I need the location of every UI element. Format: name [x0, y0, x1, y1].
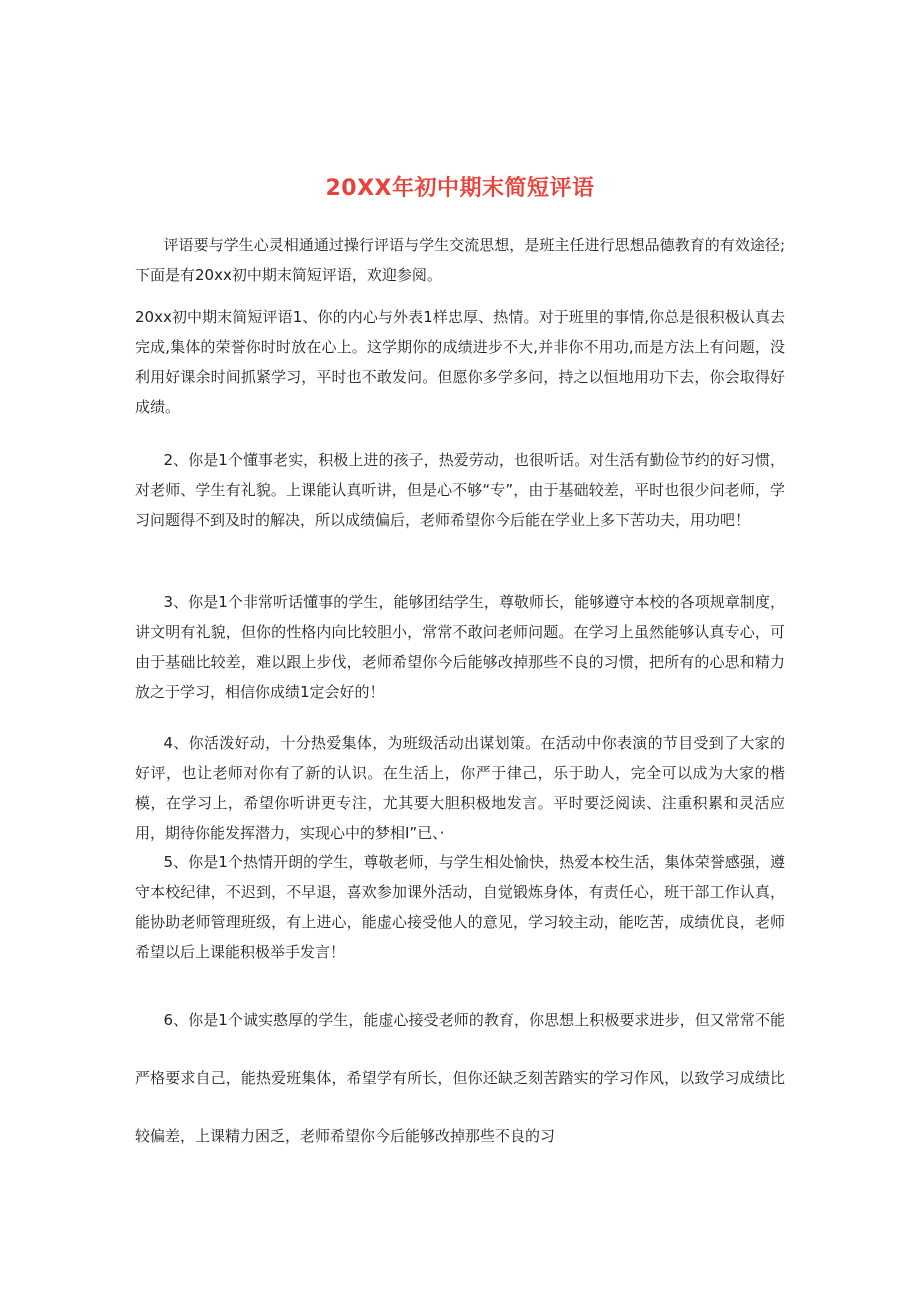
comment-paragraph-4: 4、你活泼好动，十分热爱集体，为班级活动出谋划策。在活动中你表演的节目受到了大家的好评，也让老师对你有了新的认识。在生活上，你严于律己，乐于助人，完全可以成为大家的楷模，在学习上，希望你听讲更专注，尤其要大胆积极地发言。平时要泛阅读、注重积累和灵活应用，期待你能发挥潜力，实现心中的梦相I”已、·	[135, 734, 785, 842]
intro-paragraph: 评语要与学生心灵相通通过操行评语与学生交流思想，是班主任进行思想品德教育的有效途径;下面是有20xx初中期末简短评语，欢迎参阅。	[135, 236, 785, 284]
page-title: 20XX年初中期末简短评语	[325, 175, 595, 201]
comment-paragraph-2: 2、你是1个懂事老实，积极上进的孩子，热爱劳动，也很听话。对生活有勤俭节约的好习惯，对老师、学生有礼貌。上课能认真听讲，但是心不够“专”，由于基础较差，平时也很少问老师，学习问题得不到及时的解决，所以成绩偏后，老师希望你今后能在学业上多下苦功夫，用功吧！	[135, 451, 785, 529]
comment-paragraph-1: 20xx初中期末简短评语1、你的内心与外表1样忠厚、热情。对于班里的事情,你总是很积极认真去完成,集体的荣誉你时时放在心上。这学期你的成绩进步不大,并非你不用功,而是方法上有问题，没利用好课余时间抓紧学习，平时也不敢发问。但愿你多学多问，持之以恒地用功下去，你会取得好成绩。	[135, 308, 785, 416]
comment-paragraph-5: 5、你是1个热情开朗的学生，尊敬老师，与学生相处愉快，热爱本校生活，集体荣誉感强，遵守本校纪律，不迟到，不早退，喜欢参加课外活动，自觉锻炼身体，有责任心，班干部工作认真，能协助老师管理班级，有上进心，能虚心接受他人的意见，学习较主动，能吃苦，成绩优良，老师希望以后上课能积极举手发言！	[135, 853, 785, 961]
comment-paragraph-3: 3、你是1个非常听话懂事的学生，能够团结学生，尊敬师长，能够遵守本校的各项规章制度，讲文明有礼貌，但你的性格内向比较胆小，常常不敢问老师问题。在学习上虽然能够认真专心，可由于基础比较差，难以跟上步伐，老师希望你今后能够改掉那些不良的习惯，把所有的心思和精力放之于学习，相信你成绩1定会好的！	[135, 593, 785, 701]
comment-paragraph-6: 6、你是1个诚实憨厚的学生，能虚心接受老师的教育，你思想上积极要求进步，但又常常不能严格要求自己，能热爱班集体，希望学有所长，但你还缺乏刻苦踏实的学习作风，以致学习成绩比较偏差，上课精力困乏，老师希望你今后能够改掉那些不良的习	[135, 1011, 785, 1145]
